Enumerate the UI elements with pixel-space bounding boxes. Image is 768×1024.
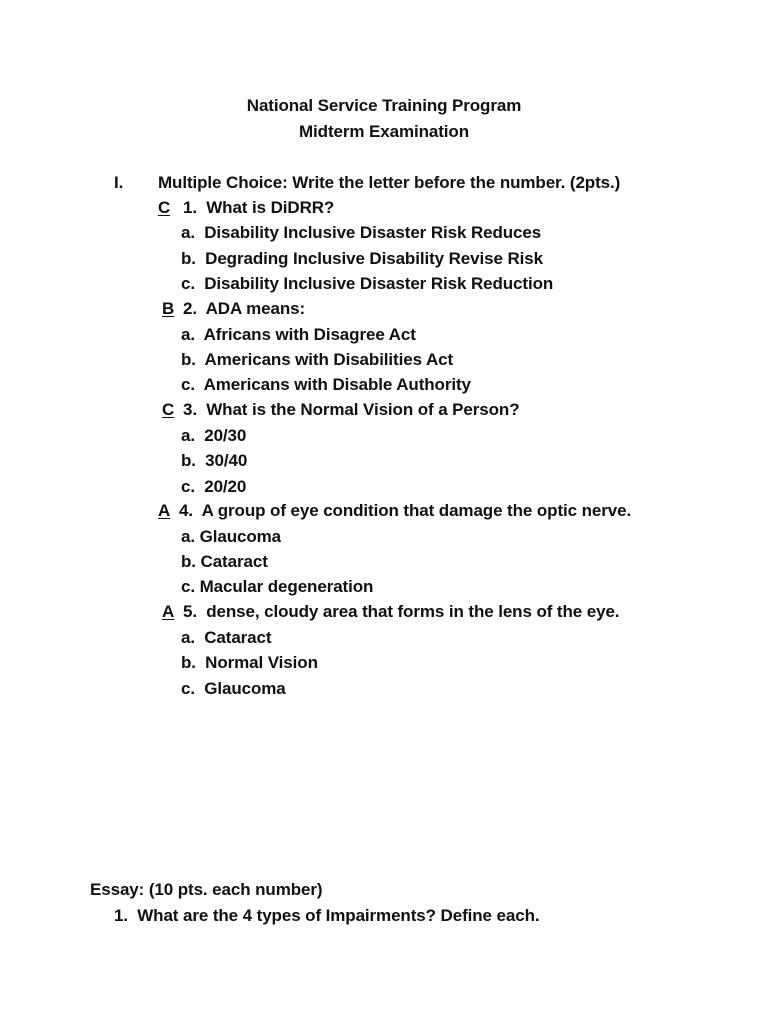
option-text: a. 20/30 xyxy=(181,426,247,445)
option-text: c. Americans with Disable Authority xyxy=(181,375,471,394)
option-text: c. Disability Inclusive Disaster Risk Reduction xyxy=(181,274,554,293)
answer-letter: A xyxy=(158,501,171,520)
answer-letter: A xyxy=(162,602,175,621)
essay-item: 1. What are the 4 types of Impairments? Define each. xyxy=(114,906,540,925)
option-text: c. Glaucoma xyxy=(181,679,286,698)
answer-letter: C xyxy=(162,400,175,419)
document-title: National Service Training Program xyxy=(246,96,522,115)
section-instructions: Multiple Choice: Write the letter before the number. (2pts.) xyxy=(158,173,621,192)
option-text: b. Americans with Disabilities Act xyxy=(181,350,454,369)
question-text: 4. A group of eye condition that damage the optic nerve. xyxy=(179,501,632,520)
option-text: a. Disability Inclusive Disaster Risk Reduces xyxy=(181,223,542,242)
option-text: c. Macular degeneration xyxy=(181,577,374,596)
option-text: b. Degrading Inclusive Disability Revise Risk xyxy=(181,249,543,268)
option-text: b. Normal Vision xyxy=(181,653,318,672)
question-text: 1. What is DiDRR? xyxy=(183,198,335,217)
question-text: 3. What is the Normal Vision of a Person? xyxy=(183,400,520,419)
question-text: 2. ADA means: xyxy=(183,299,306,318)
question-text: 5. dense, cloudy area that forms in the lens of the eye. xyxy=(183,602,620,621)
essay-heading: Essay: (10 pts. each number) xyxy=(90,880,323,899)
option-text: a. Cataract xyxy=(181,628,272,647)
option-text: c. 20/20 xyxy=(181,477,247,496)
answer-letter: C xyxy=(158,198,171,217)
section-numeral: I. xyxy=(114,173,124,192)
option-text: a. Africans with Disagree Act xyxy=(181,325,416,344)
answer-letter: B xyxy=(162,299,175,318)
option-text: a. Glaucoma xyxy=(181,527,281,546)
option-text: b. Cataract xyxy=(181,552,268,571)
document-subtitle: Midterm Examination xyxy=(298,122,470,141)
option-text: b. 30/40 xyxy=(181,451,248,470)
